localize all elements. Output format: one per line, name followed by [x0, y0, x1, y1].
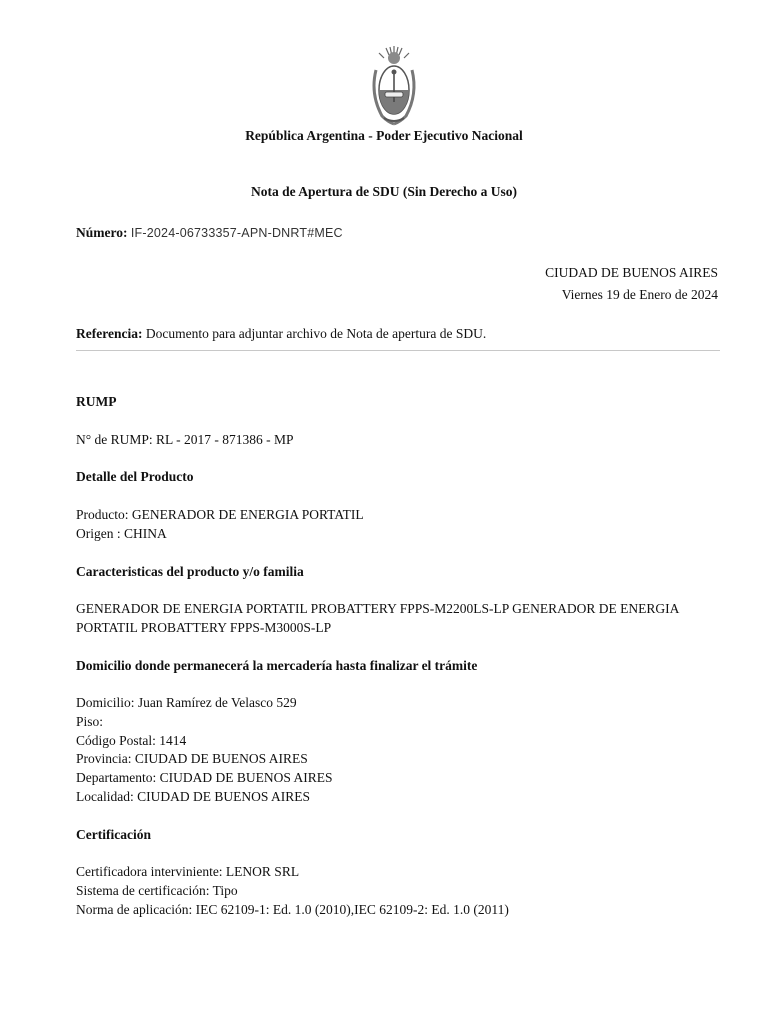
numero-label: Número: [76, 225, 128, 240]
domicilio-heading: Domicilio donde permanecerá la mercadería hasta finalizar el trámite [76, 658, 478, 673]
provincia-line: Provincia: CIUDAD DE BUENOS AIRES [76, 751, 308, 766]
localidad-line: Localidad: CIUDAD DE BUENOS AIRES [76, 789, 310, 804]
certificadora-line: Certificadora interviniente: LENOR SRL [76, 864, 300, 879]
numero-value: IF-2024-06733357-APN-DNRT#MEC [130, 226, 343, 240]
numero-row [76, 223, 343, 243]
date: Viernes 19 de Enero de 2024 [561, 287, 718, 302]
producto-line: Producto: GENERADOR DE ENERGIA PORTATIL [76, 507, 364, 522]
divider [76, 350, 720, 351]
producto-heading: Detalle del Producto [76, 469, 194, 484]
rump-heading: RUMP [76, 394, 117, 409]
piso-line: Piso: [76, 714, 104, 729]
certificacion-heading: Certificación [76, 827, 151, 842]
norma-line: Norma de aplicación: IEC 62109-1: Ed. 1.0 (2010),IEC 62109-2: Ed. 1.0 (2011) [76, 902, 509, 917]
codigo-postal-line: Código Postal: 1414 [76, 733, 187, 748]
departamento-line: Departamento: CIUDAD DE BUENOS AIRES [76, 770, 333, 785]
rump-number: N° de RUMP: RL - 2017 - 871386 - MP [76, 432, 294, 447]
city: CIUDAD DE BUENOS AIRES [545, 265, 718, 280]
referencia-label: Referencia: [76, 326, 143, 341]
sistema-line: Sistema de certificación: Tipo [76, 883, 238, 898]
caracteristicas-line-1: GENERADOR DE ENERGIA PORTATIL PROBATTERY FPPS-M2200LS-LP GENERADOR DE ENERGIA [76, 601, 680, 616]
caracteristicas-line-2: PORTATIL PROBATTERY FPPS-M3000S-LP [76, 620, 332, 635]
referencia-row [76, 324, 486, 343]
domicilio-line: Domicilio: Juan Ramírez de Velasco 529 [76, 695, 297, 710]
document-title: Nota de Apertura de SDU (Sin Derecho a Uso) [251, 184, 517, 199]
institution-header: República Argentina - Poder Ejecutivo Nacional [245, 128, 523, 143]
caracteristicas-heading: Caracteristicas del producto y/o familia [76, 564, 304, 579]
coat-of-arms-icon [368, 44, 420, 128]
referencia-text: Documento para adjuntar archivo de Nota de apertura de SDU. [145, 326, 487, 341]
origen-line: Origen : CHINA [76, 526, 167, 541]
